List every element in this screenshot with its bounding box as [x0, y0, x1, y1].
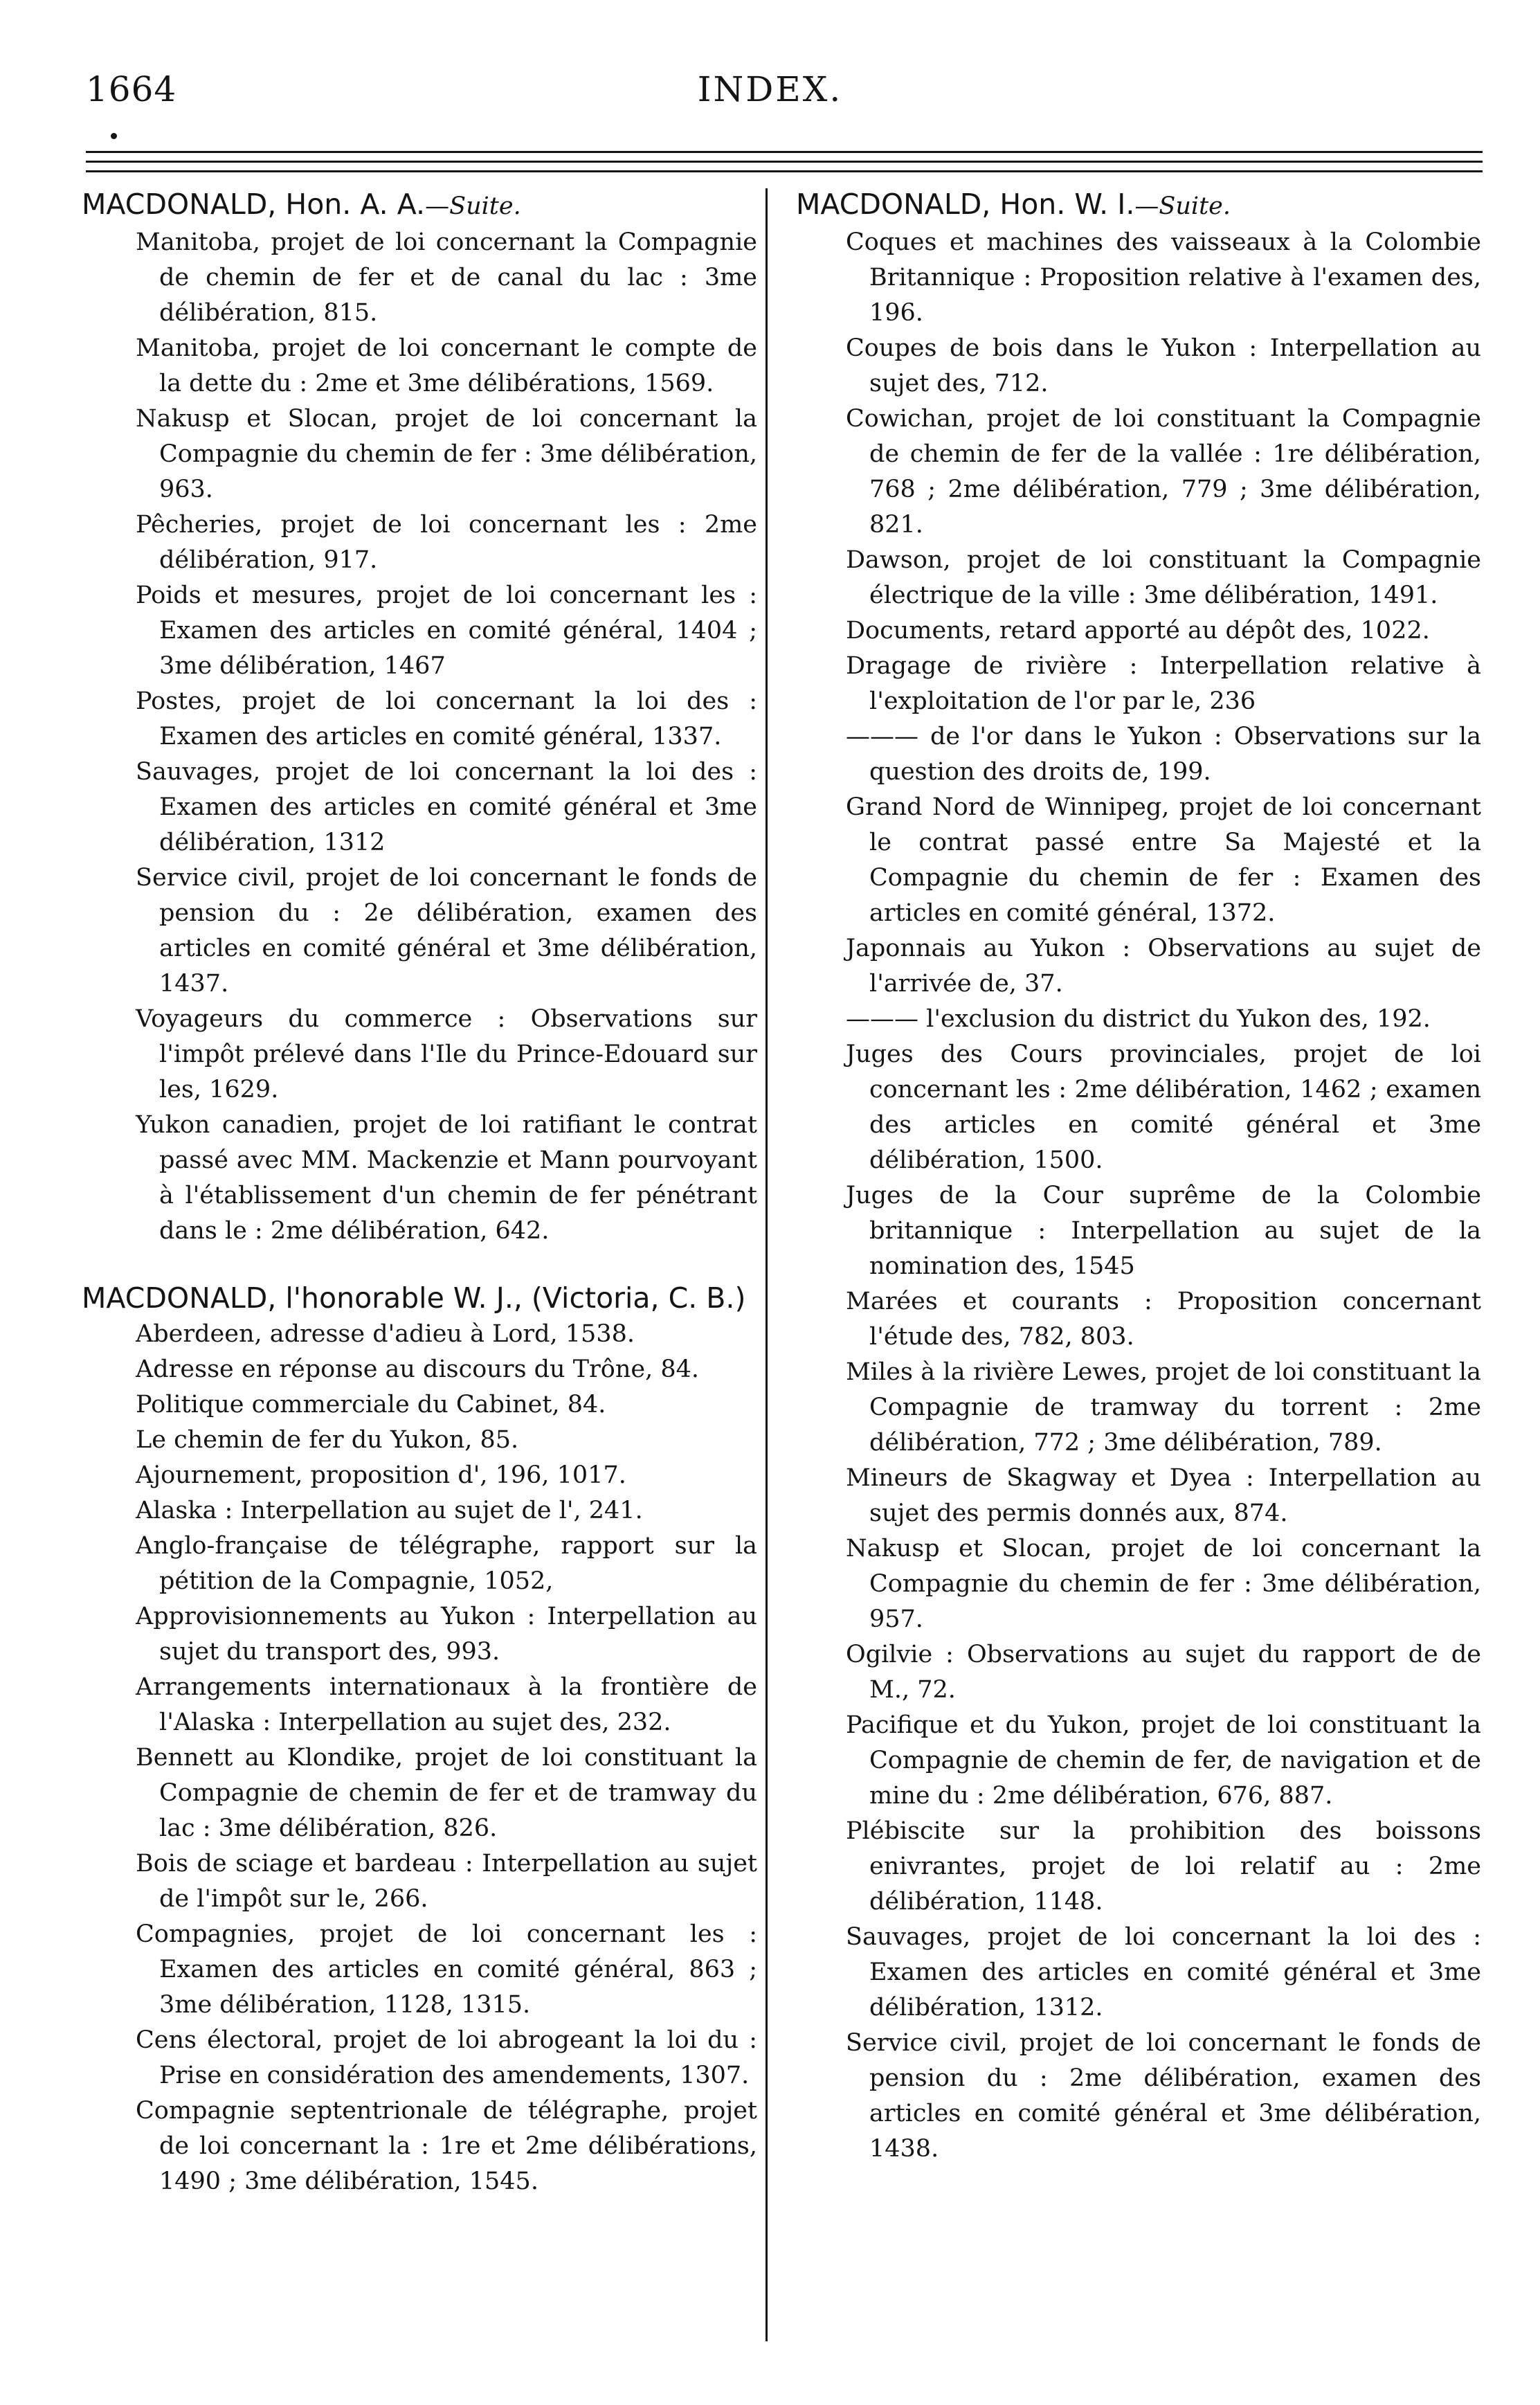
index-entry: Cens électoral, projet de loi abrogeant la loi du : Prise en considération des amendements, 1307. — [136, 2026, 757, 2089]
index-entry: Aberdeen, adresse d'adieu à Lord, 1538. — [136, 1320, 635, 1348]
index-entry: Compagnie septentrionale de télégraphe, projet de loi concernant la : 1re et 2me délibérations, 1490 ; 3me délibération, 1545. — [136, 2097, 757, 2195]
index-entry: Japonnais au Yukon : Observations au sujet de l'arrivée de, 37. — [846, 935, 1481, 998]
index-entry: Postes, projet de loi concernant la loi des : Examen des articles en comité général, 1337. — [136, 687, 757, 750]
index-entry: Juges des Cours provinciales, projet de loi concernant les : 2me délibération, 1462 ; examen des articles en comité général et 3me délibération, 1500. — [846, 1041, 1481, 1174]
header-dot — [111, 133, 117, 139]
index-entry: Ajournement, proposition d', 196, 1017. — [136, 1461, 626, 1489]
index-entry: Pacifique et du Yukon, projet de loi constituant la Compagnie de chemin de fer, de navigation et de mine du : 2me délibération, 676, 887. — [846, 1711, 1481, 1810]
index-entry: Coques et machines des vaisseaux à la Colombie Britannique : Proposition relative à l'examen des, 196. — [846, 228, 1481, 327]
page-header — [0, 69, 1540, 125]
index-entry: Juges de la Cour suprême de la Colombie britannique : Interpellation au sujet de la nomination des, 1545 — [846, 1182, 1481, 1280]
header-rule — [86, 161, 1483, 163]
index-entry: Service civil, projet de loi concernant le fonds de pension du : 2me délibération, examen des articles en comité général et 3me délibération, 1438. — [846, 2029, 1481, 2163]
index-entry: Dragage de rivière : Interpellation relative à l'exploitation de l'or par le, 236 — [846, 652, 1481, 715]
index-entry: Yukon canadien, projet de loi ratifiant le contrat passé avec MM. Mackenzie et Mann pourvoyant à l'établissement d'un chemin de fer pénétrant dans le : 2me délibération, 642. — [136, 1111, 757, 1245]
heading-name: MACDONALD, Hon. W. I. — [796, 188, 1135, 221]
index-entry: Adresse en réponse au discours du Trône, 84. — [136, 1355, 700, 1383]
index-entry: ——— de l'or dans le Yukon : Observations sur la question des droits de, 199. — [846, 723, 1481, 786]
heading-continuation: — Suite. — [1134, 192, 1231, 220]
index-entry: Sauvages, projet de loi concernant la loi des : Examen des articles en comité général et 3me délibération, 1312 — [136, 758, 757, 856]
index-entry: Poids et mesures, projet de loi concernant les : Examen des articles en comité général, 1404 ; 3me délibération, 1467 — [136, 582, 757, 680]
page-title: INDEX. — [697, 69, 843, 109]
index-entry: Nakusp et Slocan, projet de loi concernant la Compagnie du chemin de fer : 3me délibération, 963. — [136, 405, 757, 503]
index-entry: Grand Nord de Winnipeg, projet de loi concernant le contrat passé entre Sa Majesté et la Compagnie du chemin de fer : Examen des articles en comité général, 1372. — [846, 793, 1481, 927]
index-entry: Approvisionnements au Yukon : Interpellation au sujet du transport des, 993. — [136, 1603, 757, 1666]
index-heading — [82, 186, 757, 225]
index-entry: Mineurs de Skagway et Dyea : Interpellation au sujet des permis donnés aux, 874. — [846, 1464, 1481, 1527]
index-entry: Marées et courants : Proposition concernant l'étude des, 782, 803. — [846, 1288, 1481, 1351]
index-entry: Arrangements internationaux à la frontière de l'Alaska : Interpellation au sujet des, 232. — [136, 1673, 757, 1736]
index-entry: Cowichan, projet de loi constituant la Compagnie de chemin de fer de la vallée : 1re délibération, 768 ; 2me délibération, 779 ; 3me délibération, 821. — [846, 405, 1481, 539]
index-entry: Miles à la rivière Lewes, projet de loi constituant la Compagnie de tramway du torrent : 2me délibération, 772 ; 3me délibération, 789. — [846, 1358, 1481, 1457]
page-number: 1664 — [86, 69, 177, 109]
index-entry: Anglo-française de télégraphe, rapport sur la pétition de la Compagnie, 1052, — [136, 1532, 757, 1595]
heading-continuation: — Suite. — [425, 192, 521, 220]
index-entry: Documents, retard apporté au dépôt des, 1022. — [846, 617, 1430, 645]
index-entry: Ogilvie : Observations au sujet du rapport de de M., 72. — [846, 1641, 1481, 1704]
index-entry: Le chemin de fer du Yukon, 85. — [136, 1426, 519, 1454]
index-entry: Coupes de bois dans le Yukon : Interpellation au sujet des, 712. — [846, 334, 1481, 397]
index-entry: Alaska : Interpellation au sujet de l', 241. — [136, 1497, 643, 1524]
index-heading: MACDONALD, l'honorable W. J., (Victoria, C. B.) — [82, 1281, 746, 1315]
index-entry: Bois de sciage et bardeau : Interpellation au sujet de l'impôt sur le, 266. — [136, 1850, 757, 1913]
index-entry: Plébiscite sur la prohibition des boissons enivrantes, projet de loi relatif au : 2me délibération, 1148. — [846, 1817, 1481, 1916]
index-entry: Bennett au Klondike, projet de loi constituant la Compagnie de chemin de fer et de tramway du lac : 3me délibération, 826. — [136, 1744, 757, 1842]
header-rule — [86, 170, 1483, 172]
index-entry: Dawson, projet de loi constituant la Compagnie électrique de la ville : 3me délibération, 1491. — [846, 546, 1481, 609]
index-entry: Pêcheries, projet de loi concernant les : 2me délibération, 917. — [136, 511, 757, 574]
column-divider — [766, 188, 768, 2341]
index-entry: Manitoba, projet de loi concernant le compte de la dette du : 2me et 3me délibérations, 1569. — [136, 334, 757, 397]
left-column — [82, 186, 757, 2199]
index-entry: Nakusp et Slocan, projet de loi concernant la Compagnie du chemin de fer : 3me délibération, 957. — [846, 1535, 1481, 1633]
header-rule — [86, 151, 1483, 153]
index-entry: Sauvages, projet de loi concernant la loi des : Examen des articles en comité général et 3me délibération, 1312. — [846, 1923, 1481, 2021]
index-entry: ——— l'exclusion du district du Yukon des, 192. — [846, 1005, 1431, 1033]
index-heading — [796, 186, 1481, 225]
right-column — [796, 186, 1481, 2167]
index-entry: Compagnies, projet de loi concernant les : Examen des articles en comité général, 863 ; 3me délibération, 1128, 1315. — [136, 1920, 757, 2019]
section-gap — [82, 1249, 757, 1279]
index-entry: Voyageurs du commerce : Observations sur l'impôt prélevé dans l'Ile du Prince-Edouard sur les, 1629. — [136, 1005, 757, 1104]
index-entry: Manitoba, projet de loi concernant la Compagnie de chemin de fer et de canal du lac : 3me délibération, 815. — [136, 228, 757, 327]
heading-name: MACDONALD, Hon. A. A. — [82, 188, 426, 221]
index-entry: Service civil, projet de loi concernant le fonds de pension du : 2e délibération, examen des articles en comité général et 3me délibération, 1437. — [136, 864, 757, 998]
index-entry: Politique commerciale du Cabinet, 84. — [136, 1391, 606, 1418]
